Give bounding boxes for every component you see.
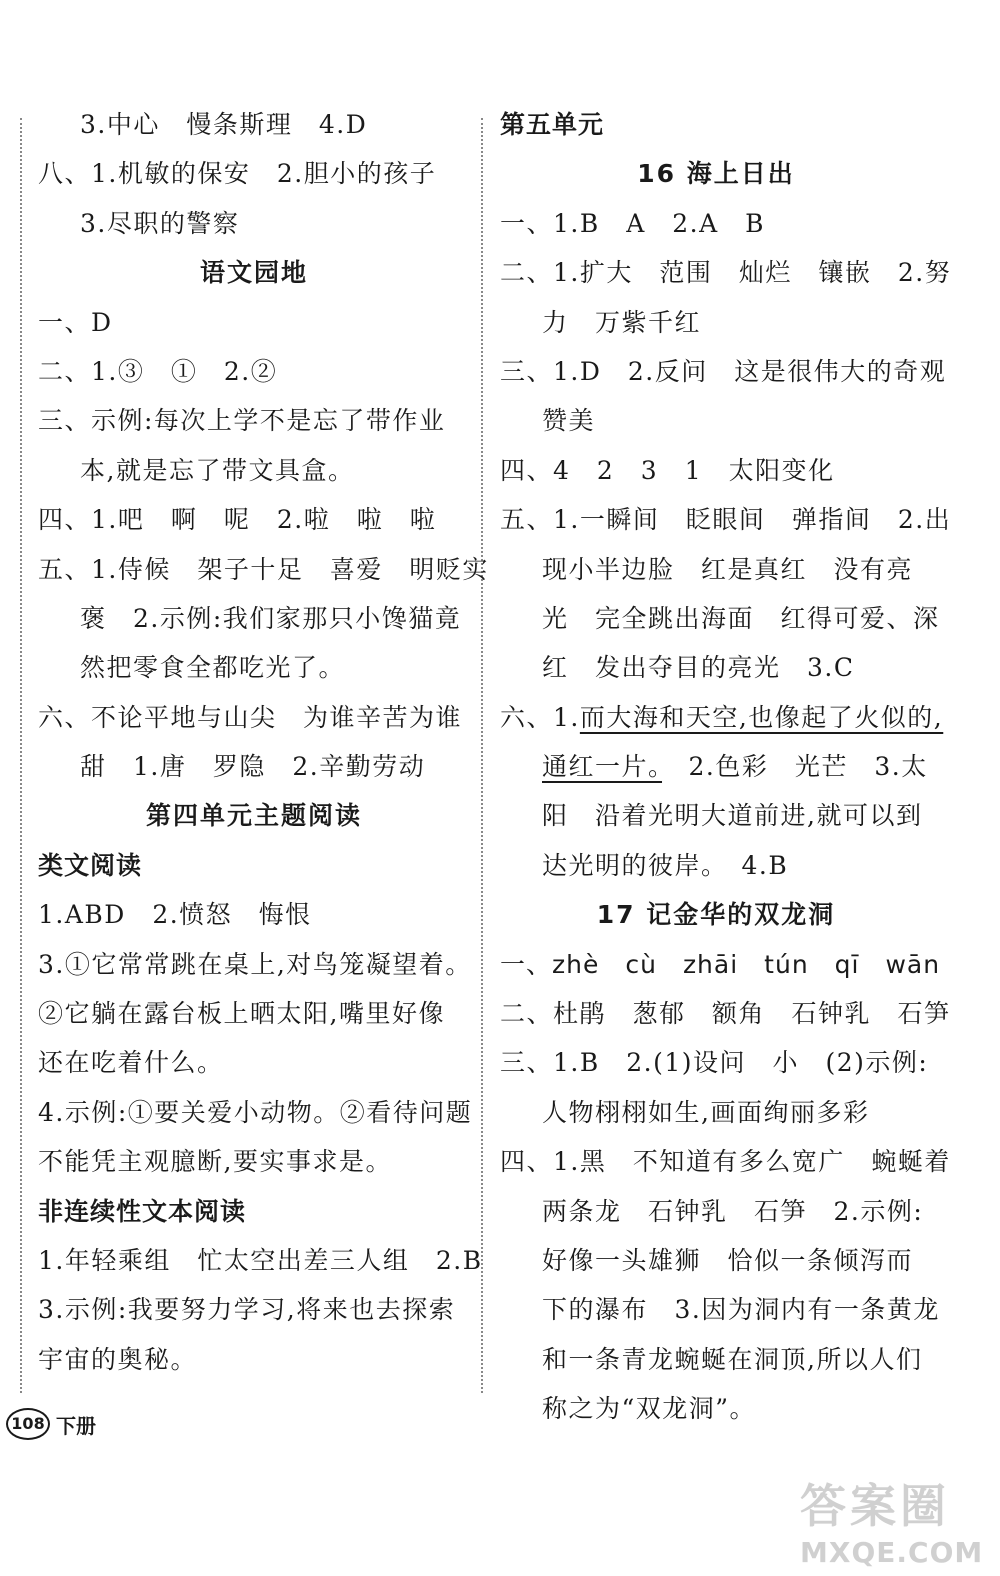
page-footer [6, 1406, 96, 1442]
left-answer-line: 3.示例:我要努力学习,将来也去探索 [38, 1295, 456, 1325]
left-answer-line: 甜 1.唐 罗隐 2.辛勤劳动 [80, 752, 426, 782]
left-answer-line: 还在吃着什么。 [38, 1048, 224, 1078]
volume-label: 下册 [56, 1413, 96, 1438]
right-answer-line: 四、1.黑 不知道有多么宽广 蜿蜒着 [500, 1147, 951, 1177]
right-answer-line: 四、4 2 3 1 太阳变化 [500, 455, 835, 485]
left-answer-line: 非连续性文本阅读 [38, 1196, 247, 1226]
left-answer-line: 褒 2.示例:我们家那只小馋猫竟 [80, 603, 462, 633]
watermark-en: MXQE.COM [800, 1536, 984, 1569]
left-answer-line: 三、示例:每次上学不是忘了带作业 [38, 406, 446, 436]
right-answer-line: 好像一头雄狮 恰似一条倾泻而 [542, 1245, 914, 1275]
right-answer-line: 16 海上日出 [637, 159, 795, 189]
left-answer-line: ②它躺在露台板上晒太阳,嘴里好像 [38, 999, 445, 1029]
right-answer-line: 达光明的彼岸。 4.B [542, 850, 789, 880]
right-answer-line: 红 发出夺目的亮光 3.C [542, 653, 855, 683]
left-answer-line: 3.①它常常跳在桌上,对鸟笼凝望着。 [38, 949, 472, 979]
right-answer-line: 赞美 [542, 406, 596, 436]
left-answer-line: 1.ABD 2.愤怒 悔恨 [38, 900, 312, 930]
page-number: 108 [6, 1408, 50, 1440]
left-answer-line: 3.中心 慢条斯理 4.D [80, 110, 368, 139]
underlined-answer: 通红一片。 [542, 752, 663, 782]
underlined-answer: 而大海和天空,也像起了火似的, [579, 702, 944, 732]
right-answer-line: 三、1.D 2.反问 这是很伟大的奇观 [500, 356, 947, 386]
right-answer-line: 下的瀑布 3.因为洞内有一条黄龙 [542, 1295, 940, 1325]
left-answer-line: 1.年轻乘组 忙太空出差三人组 2.B [38, 1245, 483, 1275]
right-answer-line: 现小半边脸 红是真红 没有亮 [542, 554, 914, 584]
line-prefix: 六、1. [500, 702, 580, 732]
left-answer-line: 类文阅读 [38, 850, 143, 880]
watermark-cn: 答案圈 [800, 1479, 950, 1533]
left-answer-line: 然把零食全都吃光了。 [80, 653, 346, 683]
left-answer-line: 五、1.侍候 架子十足 喜爱 明贬实 [38, 554, 489, 584]
line-suffix: 2.色彩 光芒 3.太 [662, 752, 928, 782]
right-answer-line: 二、1.扩大 范围 灿烂 镶嵌 2.努 [500, 258, 952, 288]
right-answer-line [500, 693, 944, 742]
right-answer-line: 力 万紫千红 [542, 307, 702, 337]
right-answer-line: 17 记金华的双龙洞 [596, 900, 836, 930]
left-margin-dotted-line [20, 118, 22, 1393]
left-answer-line: 八、1.机敏的保安 2.胆小的孩子 [38, 159, 437, 189]
left-answer-line: 宇宙的奥秘。 [38, 1344, 198, 1374]
right-answer-line: 人物栩栩如生,画面绚丽多彩 [542, 1097, 870, 1127]
left-answer-line: 第四单元主题阅读 [145, 801, 362, 831]
left-answer-line: 语文园地 [199, 258, 308, 288]
right-answer-column [500, 100, 952, 1434]
left-answer-line: 四、1.吧 啊 呢 2.啦 啦 啦 [38, 505, 437, 535]
right-answer-line: 第五单元 [500, 110, 605, 139]
left-answer-line: 本,就是忘了带文具盒。 [80, 455, 355, 485]
left-answer-line: 不能凭主观臆断,要实事求是。 [38, 1147, 392, 1177]
right-answer-line: 三、1.B 2.(1)设问 小 (2)示例: [500, 1048, 929, 1078]
watermark-logo [800, 1470, 990, 1570]
left-answer-column [38, 100, 489, 1384]
left-answer-line: 六、不论平地与山尖 为谁辛苦为谁 [38, 702, 463, 732]
right-answer-line: 称之为“双龙洞”。 [542, 1394, 757, 1424]
right-answer-line: 光 完全跳出海面 红得可爱、深 [542, 603, 940, 633]
left-answer-line: 4.示例:①要关爱小动物。②看待问题 [38, 1097, 473, 1127]
right-answer-line: 五、1.一瞬间 眨眼间 弹指间 2.出 [500, 505, 952, 535]
right-answer-line: 两条龙 石钟乳 石笋 2.示例: [542, 1196, 924, 1226]
column-divider [481, 118, 483, 1393]
left-answer-line: 二、1.③ ① 2.② [38, 356, 278, 386]
right-answer-line: 一、1.B A 2.A B [500, 208, 766, 238]
right-answer-line: 和一条青龙蜿蜒在洞顶,所以人们 [542, 1344, 923, 1374]
left-answer-line: 3.尽职的警察 [80, 208, 240, 238]
right-answer-line [500, 742, 932, 791]
right-answer-line: 一、zhè cù zhāi tún qī wān [500, 949, 941, 979]
left-answer-line: 一、D [38, 307, 113, 337]
right-answer-line: 阳 沿着光明大道前进,就可以到 [542, 801, 923, 831]
right-answer-line: 二、杜鹃 葱郁 额角 石钟乳 石笋 [500, 999, 951, 1029]
